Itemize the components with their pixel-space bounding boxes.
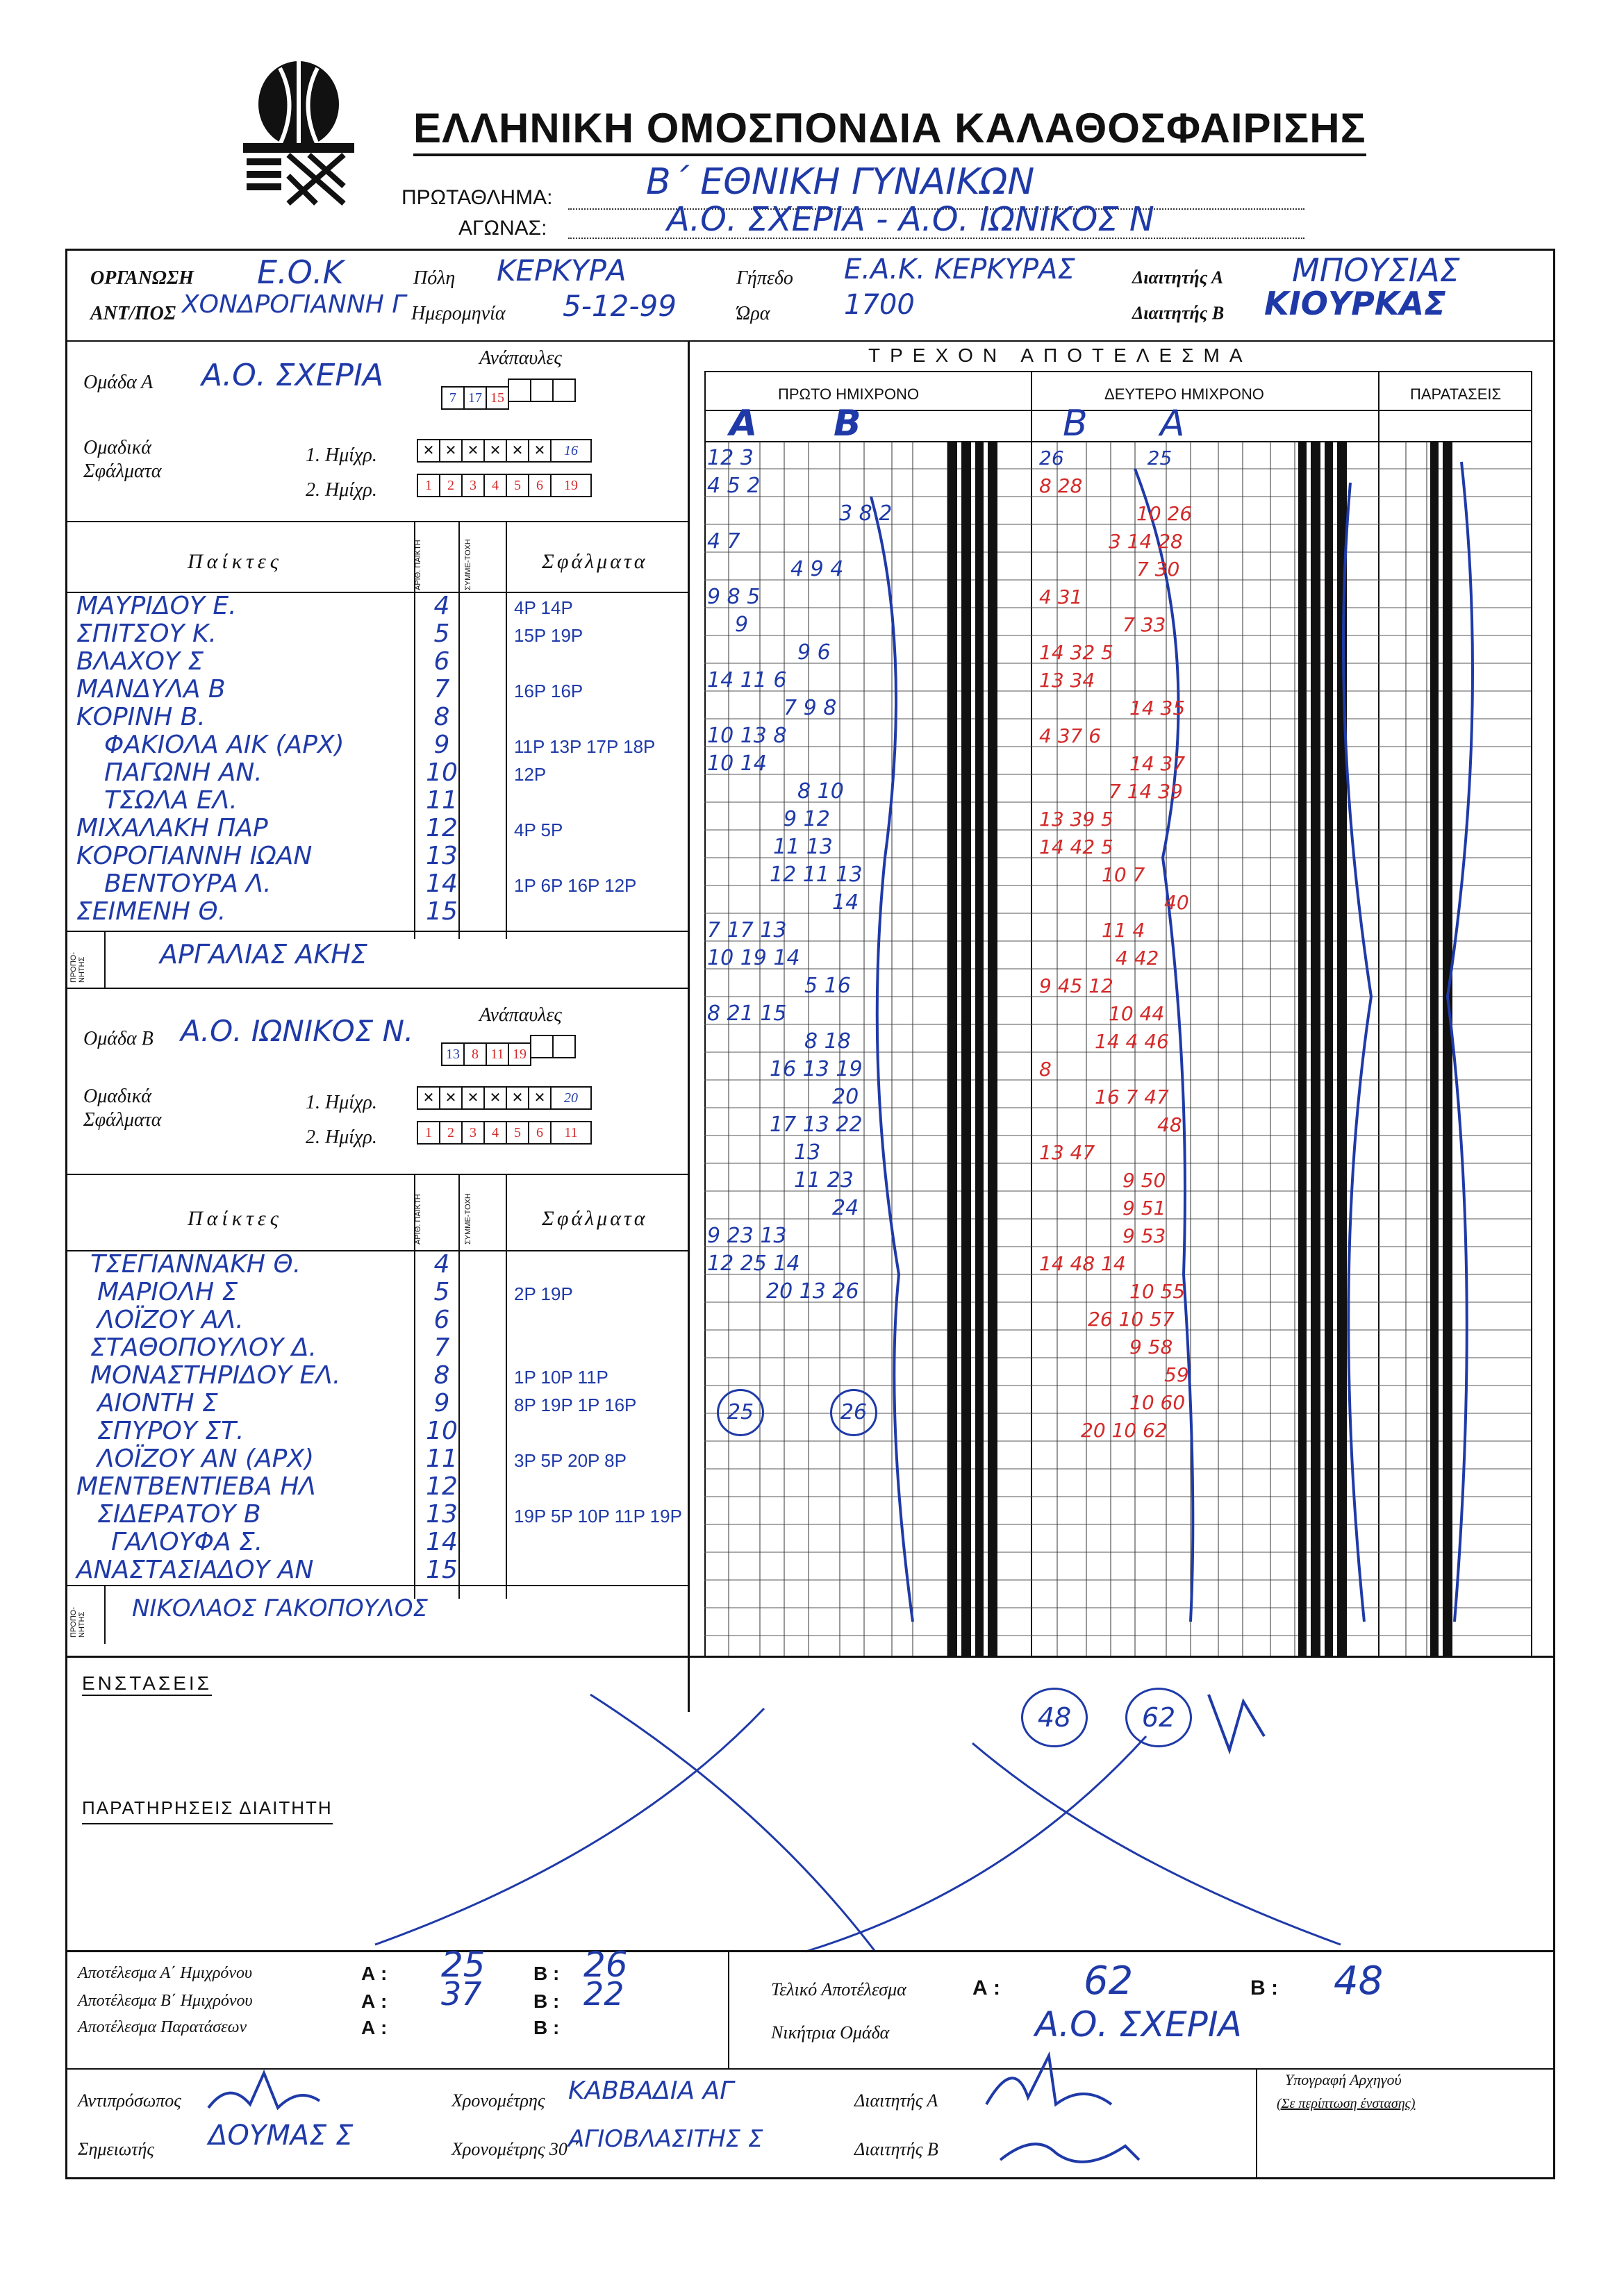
player-number: 10 — [426, 1417, 458, 1445]
sh-row-13: 13 39 5 — [1039, 808, 1113, 831]
fh-row-19: 5 16 — [804, 974, 851, 998]
player-number: 4 — [433, 1250, 450, 1279]
player-fouls: 2P 19P — [514, 1283, 573, 1304]
player-fouls: 8P 19P 1P 16P — [514, 1395, 637, 1415]
team-a-coach: ΑΡΓΑΛΙΑΣ ΑΚΗΣ — [160, 939, 367, 970]
player-fouls: 16P 16P — [514, 681, 583, 701]
player-number: 6 — [433, 647, 450, 676]
ref-signatures — [972, 2042, 1181, 2181]
fh-row-7: 9 6 — [797, 640, 831, 665]
fh-row-13: 9 12 — [784, 807, 830, 831]
protests-label: ΕΝΣΤΑΣΕΙΣ — [82, 1672, 212, 1696]
championship-value: Β΄ ΕΘΝΙΚΗ ΓΥΝΑΙΚΩΝ — [646, 161, 1035, 203]
player-name: ΑΙΟΝΤΗ Σ — [97, 1389, 218, 1417]
player-number: 12 — [426, 1472, 458, 1501]
team-a-name: Α.Ο. ΣΧΕΡΙΑ — [201, 358, 384, 393]
player-number: 9 — [433, 1389, 450, 1417]
ref-b-value: ΚΙΟΥΡΚΑΣ — [1264, 285, 1446, 322]
captain-label: Υπογραφή Αρχηγού — [1285, 2071, 1402, 2088]
fh-row-22: 16 13 19 — [770, 1057, 863, 1081]
team-a-label: Ομάδα Α — [83, 372, 154, 393]
winner-label: Νικήτρια Ομάδα — [771, 2022, 890, 2043]
sh-row-20: 10 44 — [1109, 1002, 1165, 1025]
col-a-label: Α — [729, 403, 758, 444]
fh-row-2: 3 8 2 — [839, 501, 893, 526]
team-a-players-header: Παίκτες — [188, 550, 283, 573]
team-a-part-header: ΣΥΜΜΕ-ΤΟΧΗ — [464, 539, 472, 590]
timeout-box: 15 — [486, 386, 509, 410]
fh-row-20: 8 21 15 — [707, 1001, 787, 1026]
team-a-coach-label: ΠΡΟΠΟ-ΝΗΤΗΣ — [69, 952, 86, 983]
sh-row-14: 14 42 5 — [1039, 835, 1113, 858]
sh-row-17: 11 4 — [1102, 919, 1145, 942]
player-name: ΣΠΙΤΣΟΥ Κ. — [76, 619, 217, 648]
sh-row-4: 7 30 — [1136, 558, 1180, 581]
half2-total: 19 — [550, 474, 592, 497]
half1-total: 16 — [550, 439, 592, 463]
time-label: Ώρα — [736, 303, 770, 324]
timeout-box: 11 — [486, 1042, 509, 1066]
player-number: 11 — [426, 1445, 458, 1473]
player-fouls: 19P 5P 10P 11P 19P — [514, 1506, 682, 1526]
fh-row-12: 8 10 — [797, 779, 844, 804]
sh-row-26: 9 50 — [1122, 1169, 1166, 1192]
sh-row-22: 8 — [1039, 1058, 1052, 1081]
team-a-half1-label: 1. Ημίχρ. — [306, 444, 377, 466]
half1-a-value: 25 — [441, 1945, 486, 1985]
court-label: Γήπεδο — [736, 267, 793, 289]
timeout-box: 13 — [441, 1042, 465, 1066]
half2-b-value: 22 — [583, 1975, 624, 2013]
rep-value: ΧΟΝΔΡΟΓΙΑΝΝΗ Γ — [182, 290, 406, 319]
player-name: ΣΠΥΡΟΥ ΣΤ. — [97, 1417, 245, 1445]
final-result-label: Τελικό Αποτέλεσμα — [771, 1979, 906, 1999]
fh-row-24: 17 13 22 — [770, 1113, 863, 1137]
half2-b-tag: Β : — [533, 1990, 560, 2012]
team-a-half2-boxes: 1 2 3 4 5 6 19 — [417, 474, 590, 497]
half1-b-value: 26 — [583, 1945, 628, 1985]
team-a-fouls-label: Ομαδικά Σφάλματα — [83, 437, 162, 482]
player-name: ΑΝΑΣΤΑΣΙΑΔΟΥ ΑΝ — [76, 1556, 314, 1584]
first-half-scores — [707, 444, 999, 1306]
player-name: ΚΟΡΙΝΗ Β. — [76, 703, 206, 731]
sh-row-5: 4 31 — [1039, 585, 1083, 608]
player-fouls: 15P 19P — [514, 625, 583, 646]
void-strike-lines — [347, 1681, 1389, 1972]
player-number: 7 — [433, 675, 450, 704]
date-label: Ημερομηνία — [411, 303, 506, 324]
timeout-box: 19 — [508, 1042, 531, 1066]
team-b-half2-boxes: 1 2 3 4 5 6 11 — [417, 1121, 590, 1145]
sh-row-2: 10 26 — [1136, 502, 1193, 525]
game-value: Α.Ο. ΣΧΕΡΙΑ - Α.Ο. ΙΩΝΙΚΟΣ Ν — [667, 200, 1154, 239]
player-name: ΛΟΪΖΟΥ ΑΛ. — [97, 1306, 244, 1334]
fh-row-27: 24 — [832, 1196, 859, 1220]
sh-row-8: 13 34 — [1039, 669, 1095, 692]
sh-row-18: 4 42 — [1116, 947, 1159, 970]
sh-row-33: 59 — [1164, 1363, 1189, 1386]
date-value: 5-12-99 — [563, 289, 677, 323]
player-name: ΦΑΚΙΟΛΑ ΑΙΚ (ΑΡΧ) — [104, 731, 345, 759]
half2-total: 11 — [550, 1121, 592, 1145]
player-number: 15 — [426, 897, 458, 926]
fh-row-30: 20 13 26 — [766, 1279, 859, 1304]
team-a-timeouts-label: Ανάπαυλες — [479, 347, 562, 369]
sh-row-19: 9 45 12 — [1039, 974, 1113, 997]
player-name: ΤΣΕΓΙΑΝΝΑΚΗ Θ. — [90, 1250, 301, 1279]
col-a2-label: Α — [1160, 403, 1185, 444]
sh-row-11: 14 37 — [1129, 752, 1186, 775]
timer30-label: Χρονομέτρης 30΄΄ — [451, 2139, 580, 2159]
fh-row-23: 20 — [832, 1085, 859, 1109]
player-name: ΜΑΥΡΙΔΟΥ Ε. — [76, 592, 237, 620]
col-b-label: Β — [834, 403, 861, 444]
half2-a-value: 37 — [441, 1975, 482, 2013]
ref-a-value: ΜΠΟΥΣΙΑΣ — [1292, 251, 1460, 289]
team-b-timeout-boxes — [441, 1035, 574, 1066]
fh-row-14: 11 13 — [773, 835, 833, 859]
second-half-scores — [1039, 444, 1373, 1445]
half1-result-label: Αποτέλεσμα Α΄ Ημιχρόνου — [78, 1964, 253, 1982]
half2-result-label: Αποτέλεσμα Β΄ Ημιχρόνου — [78, 1992, 253, 2010]
team-b-num-header: ΑΡΙΘ. ΠΑΙΚΤΗ — [414, 1194, 422, 1245]
fh-row-16: 14 — [832, 890, 859, 915]
overtime-header: ΠΑΡΑΤΑΣΕΙΣ — [1410, 385, 1502, 403]
first-half-total-a: 25 — [717, 1389, 764, 1436]
remarks-label: ΠΑΡΑΤΗΡΗΣΕΙΣ ΔΙΑΙΤΗΤΗ — [82, 1797, 333, 1824]
championship-label: ΠΡΩΤΑΘΛΗΜΑ: — [401, 186, 553, 209]
sh-row-16: 40 — [1164, 891, 1189, 914]
fh-row-25: 13 — [794, 1140, 821, 1165]
team-b-timeouts-label: Ανάπαυλες — [479, 1004, 562, 1026]
timeout-box: 8 — [463, 1042, 487, 1066]
player-fouls: 4P 5P — [514, 820, 563, 840]
col-b2-label: Β — [1063, 403, 1088, 444]
sh-row-10: 4 37 6 — [1039, 724, 1102, 747]
player-name: ΣΤΑΘΟΠΟΥΛΟΥ Δ. — [90, 1333, 317, 1362]
player-name: ΚΟΡΟΓΙΑΝΝΗ ΙΩΑΝ — [76, 842, 313, 870]
timeout-box: 7 — [441, 386, 465, 410]
team-b-label: Ομάδα Β — [83, 1028, 154, 1049]
ot-b-tag: Β : — [533, 2017, 560, 2038]
game-label: ΑΓΩΝΑΣ: — [458, 217, 547, 240]
scorer-label: Σημειωτής — [78, 2139, 154, 2159]
final-b-tag: Β : — [1250, 1977, 1278, 1999]
fh-row-10: 10 13 8 — [707, 724, 787, 748]
player-name: ΜΟΝΑΣΤΗΡΙΔΟΥ ΕΛ. — [90, 1361, 341, 1390]
sh-row-31: 26 10 57 — [1088, 1308, 1175, 1331]
ref-b-sign-label: Διαιτητής Β — [854, 2139, 938, 2159]
ref-b-label: Διαιτητής Β — [1132, 303, 1225, 323]
fh-row-5: 9 8 5 — [707, 585, 761, 609]
player-fouls: 1P 6P 16P 12P — [514, 875, 637, 896]
sh-row-9: 14 35 — [1129, 697, 1186, 719]
fh-row-1: 4 5 2 — [707, 474, 761, 498]
team-b-players-header: Παίκτες — [188, 1207, 283, 1230]
protest-circle-a: 48 — [1021, 1688, 1088, 1747]
fh-row-29: 12 25 14 — [707, 1251, 800, 1276]
player-name: ΜΑΡΙΟΛΗ Σ — [97, 1278, 238, 1306]
team-b-coach-label: ΠΡΟΠΟ-ΝΗΤΗΣ — [69, 1607, 86, 1638]
player-number: 13 — [426, 1500, 458, 1529]
timeout-box: 17 — [463, 386, 487, 410]
player-number: 9 — [433, 731, 450, 759]
protest-circle-b: 62 — [1125, 1688, 1192, 1747]
fh-row-15: 12 11 13 — [770, 863, 863, 887]
player-fouls: 11P 13P 17P 18P — [514, 736, 656, 757]
sh-row-34: 10 60 — [1129, 1391, 1186, 1414]
sh-row-30: 10 55 — [1129, 1280, 1186, 1303]
half1-total: 20 — [550, 1086, 592, 1110]
player-name: ΜΑΝΔΥΛΑ Β — [76, 675, 226, 704]
sh-row-32: 9 58 — [1129, 1336, 1173, 1358]
sh-row-15: 10 7 — [1102, 863, 1145, 886]
court-value: Ε.Α.Κ. ΚΕΡΚΥΡΑΣ — [844, 253, 1075, 285]
timer-label: Χρονομέτρης — [451, 2090, 545, 2111]
sh-row-24: 48 — [1157, 1113, 1182, 1136]
sh-row-27: 9 51 — [1122, 1197, 1166, 1220]
sh-row-23: 16 7 47 — [1095, 1085, 1169, 1108]
fh-row-21: 8 18 — [804, 1029, 851, 1054]
timer30-value: ΑΓΙΟΒΛΑΣΙΤΗΣ Σ — [568, 2125, 763, 2153]
city-label: Πόλη — [413, 267, 456, 289]
fh-row-9: 7 9 8 — [784, 696, 837, 720]
ot-result-label: Αποτέλεσμα Παρατάσεων — [78, 2018, 247, 2036]
half1-a-tag: Α : — [361, 1963, 388, 1984]
federation-logo — [240, 61, 358, 207]
rep-signature — [201, 2066, 326, 2122]
player-number: 14 — [426, 870, 458, 898]
player-number: 14 — [426, 1528, 458, 1556]
team-b-fouls-header: Σφάλματα — [542, 1207, 648, 1230]
player-fouls: 4P 14P — [514, 597, 573, 618]
federation-title: ΕΛΛΗΝΙΚΗ ΟΜΟΣΠΟΝΔΙΑ ΚΑΛΑΘΟΣΦΑΙΡΙΣΗΣ — [413, 104, 1366, 156]
sh-row-25: 13 47 — [1039, 1141, 1095, 1164]
fh-row-28: 9 23 13 — [707, 1224, 787, 1248]
team-b-name: Α.Ο. ΙΩΝΙΚΟΣ Ν. — [181, 1014, 414, 1048]
player-number: 11 — [426, 786, 458, 815]
sh-row-1: 8 28 — [1039, 474, 1083, 497]
sh-row-29: 14 48 14 — [1039, 1252, 1126, 1275]
player-name: ΣΕΙΜΕΝΗ Θ. — [76, 897, 226, 926]
captain-note: (Σε περίπτωση ένστασης) — [1277, 2096, 1416, 2111]
final-a-tag: Α : — [972, 1977, 1000, 1999]
team-a-timeout-boxes — [441, 378, 574, 410]
half1-b-tag: Β : — [533, 1963, 560, 1984]
sh-row-3: 3 14 28 — [1109, 530, 1183, 553]
first-half-header: ΠΡΩΤΟ ΗΜΙΧΡΟΝΟ — [778, 385, 920, 403]
fh-row-26: 11 23 — [794, 1168, 854, 1192]
player-name: ΠΑΓΩΝΗ ΑΝ. — [104, 758, 263, 787]
player-number: 4 — [433, 592, 450, 620]
team-a-half2-label: 2. Ημίχρ. — [306, 479, 377, 501]
team-b-part-header: ΣΥΜΜΕ-ΤΟΧΗ — [464, 1193, 472, 1245]
team-a-fouls-header: Σφάλματα — [542, 550, 648, 573]
rep-label: ΑΝΤ/ΠΟΣ — [90, 303, 176, 324]
sh-row-6: 7 33 — [1122, 613, 1166, 636]
player-name: ΓΑΛΟΥΦΑ Σ. — [111, 1528, 263, 1556]
timer-value: ΚΑΒΒΑΔΙΑ ΑΓ — [568, 2077, 734, 2105]
player-name: ΜΙΧΑΛΑΚΗ ΠΑΡ — [76, 814, 268, 842]
player-number: 13 — [426, 842, 458, 870]
ref-a-label: Διαιτητής Α — [1132, 267, 1224, 288]
team-b-fouls-label: Ομαδικά Σφάλματα — [83, 1085, 162, 1131]
team-b-half1-boxes: ✕ ✕ ✕ ✕ ✕ ✕ 20 — [417, 1086, 590, 1110]
team-b-coach: ΝΙΚΟΛΑΟΣ ΓΑΚΟΠΟΥΛΟΣ — [132, 1595, 428, 1622]
player-name: ΜΕΝΤΒΕΝΤΙΕΒΑ ΗΛ — [76, 1472, 316, 1501]
fh-row-17: 7 17 13 — [707, 918, 787, 942]
sh-row-12: 7 14 39 — [1109, 780, 1183, 803]
second-half-header: ΔΕΥΤΕΡΟ ΗΜΙΧΡΟΝΟ — [1104, 385, 1264, 403]
org-value: Ε.Ο.Κ — [257, 253, 344, 291]
player-name: ΒΕΝΤΟΥΡΑ Λ. — [104, 870, 272, 898]
fh-row-4: 4 9 4 — [790, 557, 844, 581]
player-fouls: 1P 10P 11P — [514, 1367, 608, 1388]
player-name: ΒΛΑΧΟΥ Σ — [76, 647, 204, 676]
ot-a-tag: Α : — [361, 2017, 388, 2038]
first-half-total-b: 26 — [830, 1389, 877, 1436]
rep-sign-label: Αντιπρόσωπος — [78, 2090, 181, 2111]
sh-row-7: 14 32 5 — [1039, 641, 1113, 664]
player-fouls: 12P — [514, 764, 547, 785]
player-number: 8 — [433, 703, 450, 731]
city-value: ΚΕΡΚΥΡΑ — [497, 253, 627, 288]
player-number: 12 — [426, 814, 458, 842]
fh-row-3: 4 7 — [707, 529, 740, 554]
time-value: 1700 — [844, 289, 915, 321]
team-a-half1-boxes: ✕ ✕ ✕ ✕ ✕ ✕ 16 — [417, 439, 590, 463]
player-number: 5 — [433, 1278, 450, 1306]
player-number: 10 — [426, 758, 458, 787]
fh-row-18: 10 19 14 — [707, 946, 800, 970]
fh-row-0: 12 3 — [707, 446, 754, 470]
player-number: 5 — [433, 619, 450, 648]
ref-a-sign-label: Διαιτητής Α — [854, 2090, 938, 2111]
player-number: 6 — [433, 1306, 450, 1334]
team-b-half1-label: 1. Ημίχρ. — [306, 1092, 377, 1113]
fh-row-6: 9 — [735, 613, 749, 637]
sh-row-21: 14 4 46 — [1095, 1030, 1169, 1053]
fh-row-11: 10 14 — [707, 751, 767, 776]
sh-row-35: 20 10 62 — [1081, 1419, 1168, 1442]
player-name: ΣΙΔΕΡΑΤΟΥ Β — [97, 1500, 261, 1529]
player-fouls: 3P 5P 20P 8P — [514, 1450, 627, 1471]
player-name: ΤΣΩΛΑ ΕΛ. — [104, 786, 238, 815]
player-number: 7 — [433, 1333, 450, 1362]
half2-a-tag: Α : — [361, 1990, 388, 2012]
player-number: 15 — [426, 1556, 458, 1584]
player-number: 8 — [433, 1361, 450, 1390]
final-a-value: 62 — [1084, 1958, 1134, 2004]
sh-row-0: 26 25 — [1039, 447, 1173, 469]
player-name: ΛΟΪΖΟΥ ΑΝ (ΑΡΧ) — [97, 1445, 315, 1473]
team-a-num-header: ΑΡΙΘ. ΠΑΙΚΤΗ — [414, 540, 422, 590]
sh-row-28: 9 53 — [1122, 1224, 1166, 1247]
team-b-half2-label: 2. Ημίχρ. — [306, 1126, 377, 1148]
scorer-value: ΔΟΥΜΑΣ Σ — [208, 2120, 354, 2152]
fh-row-8: 14 11 6 — [707, 668, 787, 692]
running-score-title: ΤΡΕΧΟΝ ΑΠΟΤΕΛΕΣΜΑ — [868, 344, 1252, 366]
winner-value: Α.Ο. ΣΧΕΡΙΑ — [1035, 2004, 1242, 2045]
final-b-value: 48 — [1334, 1958, 1384, 2004]
org-label: ΟΡΓΑΝΩΣΗ — [90, 267, 194, 289]
